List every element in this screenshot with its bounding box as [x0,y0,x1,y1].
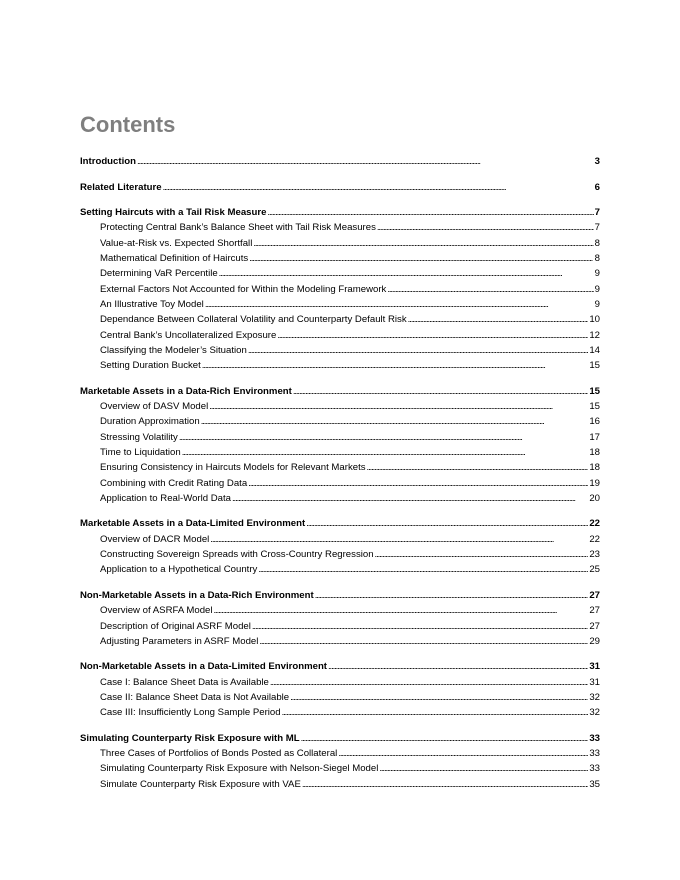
toc-entry-label: Adjusting Parameters in ASRF Model [100,635,259,647]
toc-subsection-entry[interactable] [80,282,600,297]
toc-page-number: 18 [589,446,600,458]
toc-page-number: 3 [594,156,600,167]
toc-section [80,731,600,792]
toc-subsection-entry[interactable] [80,343,600,358]
toc-page-number: 15 [589,401,600,413]
toc-page-number: 10 [589,314,600,326]
toc-subsection-entry[interactable] [80,603,600,618]
dot-leader [258,562,588,577]
dot-leader [219,266,594,281]
toc-subsection-entry[interactable] [80,312,600,327]
dot-leader [367,460,589,475]
dot-leader [277,328,588,343]
dot-leader [267,205,593,220]
toc-page-number: 9 [594,283,600,295]
dot-leader [214,603,589,618]
toc-entry-label: Constructing Sovereign Spreads with Cross-Country Regression [100,549,374,561]
toc-entry-label: Case III: Insufficiently Long Sample Period [100,707,281,719]
toc-subsection-entry[interactable] [80,777,600,792]
toc-entry-label: Combining with Credit Rating Data [100,477,248,489]
toc-page-number: 35 [589,778,600,790]
dot-leader [249,251,593,266]
toc-page-number: 14 [589,344,600,356]
toc-entry-label: An Illustrative Toy Model [100,298,204,310]
dot-leader [248,476,588,491]
dot-leader [377,220,594,235]
toc-page-number: 22 [589,533,600,545]
toc-page-number: 33 [589,763,600,775]
toc-page-number: 29 [589,635,600,647]
dot-leader [259,634,588,649]
toc-page-number: 22 [589,518,600,530]
toc-entry-label: Value-at-Risk vs. Expected Shortfall [100,237,253,249]
toc-entry-label: Overview of DACR Model [100,533,210,545]
toc-page-number: 31 [589,661,600,673]
toc-section [80,516,600,577]
toc-entry-label: Overview of DASV Model [100,401,209,413]
toc-subsection-entry[interactable] [80,414,600,429]
dot-leader [182,445,589,460]
toc-subsection-entry[interactable] [80,547,600,562]
toc-page-number: 15 [589,360,600,372]
toc-entry-label: Overview of ASRFA Model [100,605,213,617]
toc-page-number: 8 [594,237,600,249]
toc-subsection-entry[interactable] [80,532,600,547]
toc-page-number: 33 [589,732,600,744]
dot-leader [408,312,589,327]
dot-leader [282,705,589,720]
toc-subsection-entry[interactable] [80,491,600,506]
dot-leader [232,491,588,506]
toc-entry-label: Mathematical Definition of Haircuts [100,253,249,265]
toc-entry-label: Duration Approximation [100,416,200,428]
toc-entry-label: Setting Haircuts with a Tail Risk Measure [80,207,267,219]
dot-leader [137,154,594,169]
toc-entry-label: Case I: Balance Sheet Data is Available [100,676,269,688]
dot-leader [379,761,588,776]
dot-leader [290,690,588,705]
toc-entry-label: Description of Original ASRF Model [100,620,251,632]
toc-section-heading[interactable] [80,659,600,674]
toc-entry-label: Time to Liquidation [100,446,181,458]
dot-leader [387,282,593,297]
toc-page-number: 27 [589,589,600,601]
toc-section [80,180,600,195]
toc-entry-label: Application to Real-World Data [100,492,232,504]
dot-leader [338,746,588,761]
toc-page-number: 6 [594,181,600,193]
toc-entry-label: Non-Marketable Assets in a Data-Limited Environment [80,661,328,673]
toc-page-number: 33 [589,748,600,760]
toc-entry-label: Ensuring Consistency in Haircuts Models for Relevant Markets [100,462,366,474]
toc-section-heading[interactable] [80,384,600,399]
toc-page-number: 19 [589,477,600,489]
toc-section-heading[interactable] [80,154,600,169]
toc-page-number: 32 [589,707,600,719]
dot-leader [253,236,593,251]
dot-leader [205,297,594,312]
dot-leader [179,430,588,445]
toc-entry-label: Application to a Hypothetical Country [100,564,258,576]
toc-subsection-entry[interactable] [80,690,600,705]
dot-leader [375,547,589,562]
toc-entry-label: Central Bank’s Uncollateralized Exposure [100,329,277,341]
dot-leader [209,399,588,414]
toc-entry-label: Three Cases of Portfolios of Bonds Posted as Collateral [100,748,338,760]
toc-section [80,588,600,649]
toc-subsection-entry[interactable] [80,328,600,343]
dot-leader [163,180,594,195]
toc-subsection-entry[interactable] [80,220,600,235]
toc-page-number: 25 [589,564,600,576]
toc-entry-label: External Factors Not Accounted for Within the Modeling Framework [100,283,387,295]
toc-section-heading[interactable] [80,731,600,746]
toc-entry-label: Case II: Balance Sheet Data is Not Available [100,691,290,703]
toc-page-number: 18 [589,462,600,474]
toc-subsection-entry[interactable] [80,619,600,634]
toc-subsection-entry[interactable] [80,460,600,475]
dot-leader [248,343,589,358]
dot-leader [301,731,589,746]
toc-entry-label: Dependance Between Collateral Volatility and Counterparty Default Risk [100,314,407,326]
toc-entry-label: Setting Duration Bucket [100,360,201,372]
toc-subsection-entry[interactable] [80,266,600,281]
toc-section-heading[interactable] [80,205,600,220]
toc-subsection-entry[interactable] [80,675,600,690]
toc-entry-label: Simulating Counterparty Risk Exposure with ML [80,732,300,744]
toc-section-heading[interactable] [80,588,600,603]
toc-section [80,154,600,169]
page-title: Contents [80,112,176,137]
toc-subsection-entry[interactable] [80,399,600,414]
toc-section [80,659,600,720]
dot-leader [302,777,588,792]
toc-section [80,384,600,506]
toc-entry-label: Marketable Assets in a Data-Limited Environment [80,518,306,530]
toc-section-heading[interactable] [80,516,600,531]
toc-entry-label: Marketable Assets in a Data-Rich Environment [80,385,292,397]
toc-page-number: 17 [589,431,600,443]
toc-entry-label: Protecting Central Bank’s Balance Sheet with Tail Risk Measures [100,222,376,234]
toc-page-number: 12 [589,329,600,341]
dot-leader [306,516,588,531]
toc-subsection-entry[interactable] [80,445,600,460]
toc-entry-label: Introduction [80,156,136,167]
toc-subsection-entry[interactable] [80,746,600,761]
dot-leader [270,675,588,690]
toc-subsection-entry[interactable] [80,562,600,577]
toc-subsection-entry[interactable] [80,297,600,312]
dot-leader [201,414,589,429]
toc-section-heading[interactable] [80,180,600,195]
toc-page-number: 27 [589,605,600,617]
toc-subsection-entry[interactable] [80,251,600,266]
toc-subsection-entry[interactable] [80,236,600,251]
toc-page-number: 8 [594,253,600,265]
toc-page-number: 7 [594,222,600,234]
toc-page-number: 15 [589,385,600,397]
toc-page-number: 7 [594,207,600,219]
toc-section [80,205,600,373]
toc-page-number: 27 [589,620,600,632]
toc-subsection-entry[interactable] [80,476,600,491]
dot-leader [252,619,588,634]
toc-subsection-entry[interactable] [80,358,600,373]
toc-subsection-entry[interactable] [80,705,600,720]
toc-entry-label: Simulating Counterparty Risk Exposure with Nelson-Siegel Model [100,763,379,775]
toc-page-number: 16 [589,416,600,428]
toc-page-number: 9 [594,268,600,280]
dot-leader [315,588,589,603]
toc-page-number: 20 [589,492,600,504]
toc-entry-label: Simulate Counterparty Risk Exposure with VAE [100,778,301,790]
toc-page-number: 32 [589,691,600,703]
toc-entry-label: Stressing Volatility [100,431,178,443]
dot-leader [293,384,588,399]
toc-entry-label: Determining VaR Percentile [100,268,218,280]
toc-page-number: 9 [594,298,600,310]
toc-entry-label: Related Literature [80,181,162,193]
toc-page-number: 23 [589,549,600,561]
toc-subsection-entry[interactable] [80,634,600,649]
toc-subsection-entry[interactable] [80,761,600,776]
toc-entry-label: Classifying the Modeler’s Situation [100,344,247,356]
dot-leader [202,358,589,373]
dot-leader [210,532,588,547]
dot-leader [328,659,588,674]
toc-page-number: 31 [589,676,600,688]
table-of-contents [80,154,600,802]
toc-entry-label: Non-Marketable Assets in a Data-Rich Environment [80,589,314,601]
toc-subsection-entry[interactable] [80,430,600,445]
